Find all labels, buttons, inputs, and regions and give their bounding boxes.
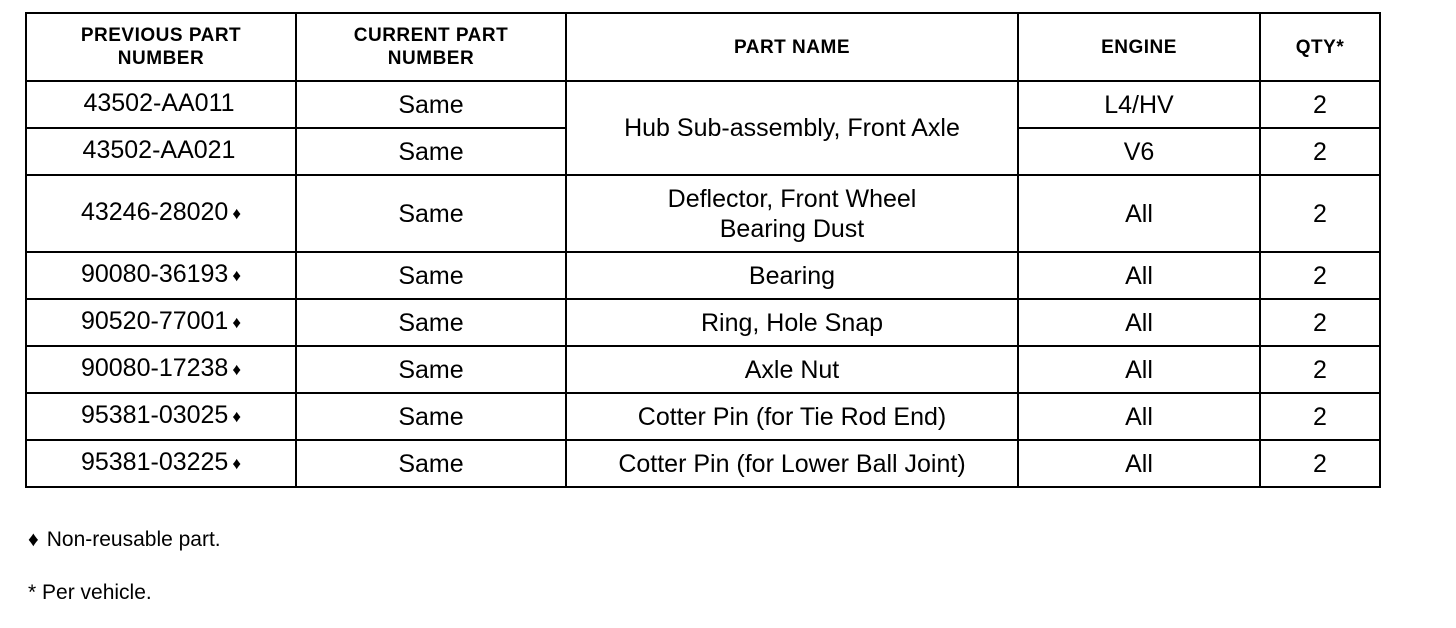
engine: All	[1018, 175, 1260, 252]
header-engine: ENGINE	[1018, 13, 1260, 81]
part-name: Axle Nut	[566, 346, 1018, 393]
previous-part-number: 90080-17238 ♦	[26, 346, 296, 393]
table-row	[26, 440, 1380, 487]
part-name: Cotter Pin (for Lower Ball Joint)	[566, 440, 1018, 487]
current-part-number: Same	[296, 175, 566, 252]
header-current-part-number: CURRENT PART NUMBER	[296, 13, 566, 81]
previous-part-number: 43502-AA021	[26, 128, 296, 175]
part-name: Ring, Hole Snap	[566, 299, 1018, 346]
table-row	[26, 299, 1380, 346]
non-reusable-icon: ♦	[232, 204, 242, 223]
quantity: 2	[1260, 128, 1380, 175]
part-name: Deflector, Front Wheel Bearing Dust	[566, 175, 1018, 252]
non-reusable-note	[28, 528, 221, 552]
previous-part-number: 43246-28020 ♦	[26, 175, 296, 252]
table-row	[26, 252, 1380, 299]
quantity: 2	[1260, 81, 1380, 128]
current-part-number: Same	[296, 128, 566, 175]
engine: L4/HV	[1018, 81, 1260, 128]
non-reusable-note-text: Non-reusable part.	[46, 528, 221, 551]
quantity: 2	[1260, 440, 1380, 487]
engine: All	[1018, 346, 1260, 393]
quantity: 2	[1260, 252, 1380, 299]
current-part-number: Same	[296, 81, 566, 128]
previous-part-number: 90080-36193 ♦	[26, 252, 296, 299]
table-row	[26, 393, 1380, 440]
previous-part-number: 90520-77001 ♦	[26, 299, 296, 346]
engine: All	[1018, 393, 1260, 440]
non-reusable-icon: ♦	[232, 454, 242, 473]
table-row	[26, 346, 1380, 393]
current-part-number: Same	[296, 346, 566, 393]
non-reusable-icon: ♦	[232, 407, 242, 426]
quantity: 2	[1260, 299, 1380, 346]
previous-part-number: 43502-AA011	[26, 81, 296, 128]
header-previous-part-number: PREVIOUS PART NUMBER	[26, 13, 296, 81]
part-name: Cotter Pin (for Tie Rod End)	[566, 393, 1018, 440]
engine: V6	[1018, 128, 1260, 175]
current-part-number: Same	[296, 393, 566, 440]
engine: All	[1018, 252, 1260, 299]
quantity: 2	[1260, 175, 1380, 252]
non-reusable-icon: ♦	[232, 266, 242, 285]
table-row	[26, 81, 1380, 128]
engine: All	[1018, 299, 1260, 346]
current-part-number: Same	[296, 252, 566, 299]
previous-part-number: 95381-03225 ♦	[26, 440, 296, 487]
table-row	[26, 175, 1380, 252]
header-qty: QTY*	[1260, 13, 1380, 81]
per-vehicle-note: * Per vehicle.	[28, 581, 152, 604]
header-part-name: PART NAME	[566, 13, 1018, 81]
part-name: Hub Sub-assembly, Front Axle	[566, 81, 1018, 175]
engine: All	[1018, 440, 1260, 487]
current-part-number: Same	[296, 299, 566, 346]
non-reusable-icon: ♦	[232, 360, 242, 379]
part-name: Bearing	[566, 252, 1018, 299]
header-row	[26, 13, 1380, 81]
non-reusable-icon: ♦	[232, 313, 242, 332]
current-part-number: Same	[296, 440, 566, 487]
quantity: 2	[1260, 346, 1380, 393]
quantity: 2	[1260, 393, 1380, 440]
non-reusable-icon: ♦	[28, 528, 39, 551]
parts-table	[25, 12, 1381, 488]
previous-part-number: 95381-03025 ♦	[26, 393, 296, 440]
